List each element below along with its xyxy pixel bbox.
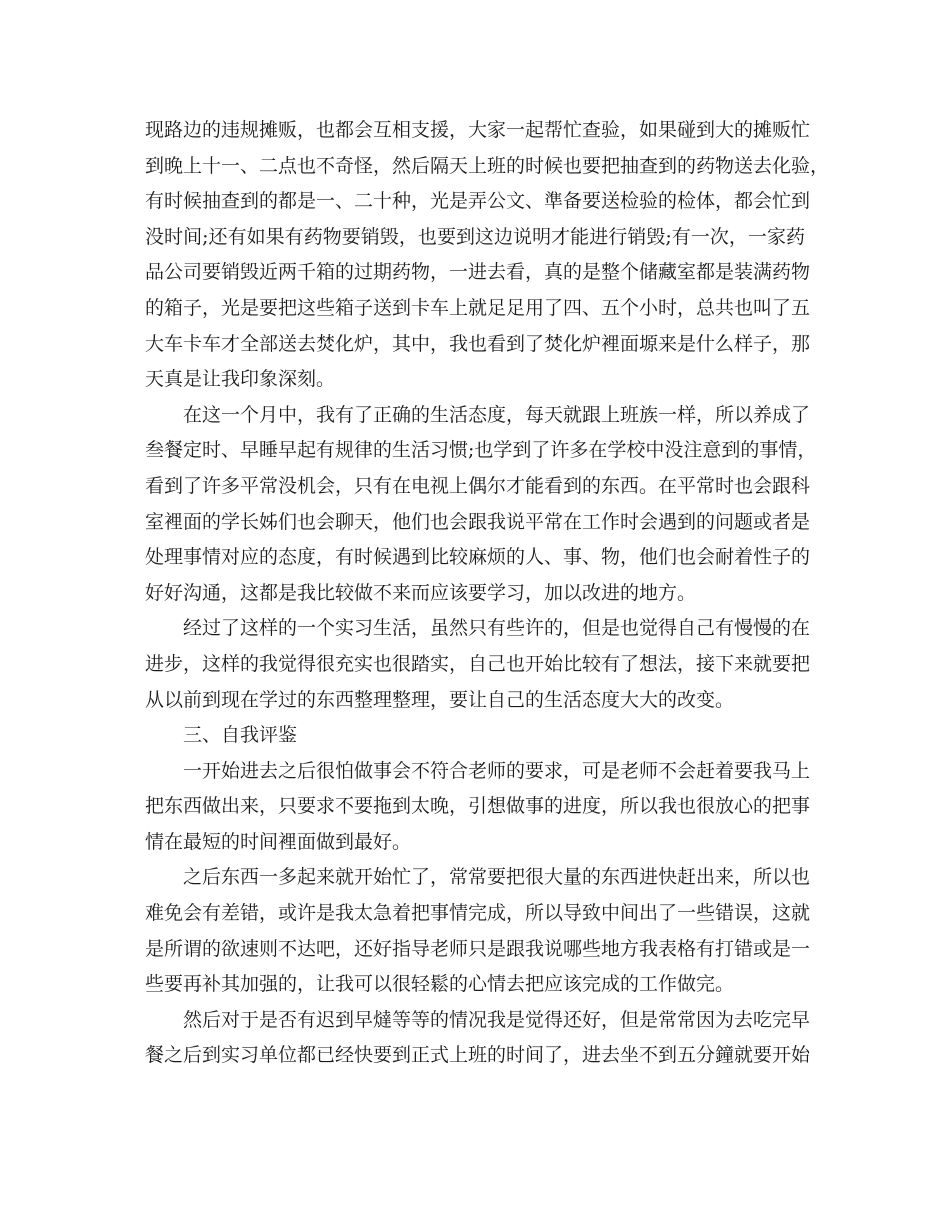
- text-line: 叁餐定时、早睡早起有规律的生活习惯;也学到了许多在学校中没注意到的事情，: [145, 439, 817, 462]
- paragraph: [145, 860, 811, 1002]
- paragraph: [145, 718, 805, 754]
- text-line: 室裡面的学长姊们也会聊天，他们也会跟我说平常在工作时会遇到的问题或者是: [145, 510, 811, 533]
- text-line: 情在最短的时间裡面做到最好。: [145, 830, 412, 853]
- text-line: 进步，这样的我觉得很充实也很踏实，自己也开始比较有了想法，接下来就要把: [145, 652, 811, 675]
- text-line: 现路边的违规摊贩，也都会互相支援，大家一起帮忙查验，如果碰到大的摊贩忙: [145, 119, 811, 141]
- text-line: 的箱子，光是要把这些箱子送到卡车上就足足用了四、五个小时，总共也叫了五: [145, 296, 811, 319]
- paragraph: [145, 754, 811, 861]
- text-line: 之后东西一多起来就开始忙了，常常要把很大量的东西进快赶出来，所以也: [183, 866, 811, 889]
- text-line: 一开始进去之后很怕做事会不符合老师的要求，可是老师不会赶着要我马上: [183, 759, 811, 782]
- text-line: 三、自我评鉴: [183, 724, 298, 747]
- text-line: 些要再补其加强的，让我可以很轻鬆的心情去把应该完成的工作做完。: [145, 973, 735, 996]
- text-line: 到晚上十一、二点也不奇怪，然后隔天上班的时候也要把抽查到的药物送去化验，: [145, 154, 830, 177]
- text-line: 没时间;还有如果有药物要销毁，也要到这边说明才能进行销毁;有一次，一家药: [145, 225, 805, 248]
- paragraph: [145, 1003, 811, 1074]
- text-line: 品公司要销毁近两千箱的过期药物，一进去看，真的是整个储藏室都是装满药物: [145, 261, 811, 284]
- text-line: 餐之后到实习单位都已经快要到正式上班的时间了，进去坐不到五分鐘就要开始: [145, 1044, 811, 1067]
- text-line: 经过了这样的一个实习生活，虽然只有些许的，但是也觉得自己有慢慢的在: [183, 617, 811, 640]
- document-body: [145, 113, 830, 1074]
- text-line: 从以前到现在学过的东西整理整理，要让自己的生活态度大大的改变。: [145, 688, 735, 711]
- text-line: 看到了许多平常没机会，只有在电视上偶尔才能看到的东西。在平常时也会跟科: [145, 474, 811, 497]
- text-line: 大车卡车才全部送去焚化炉，其中，我也看到了焚化炉裡面塬来是什么样子，那: [145, 332, 811, 355]
- text-line: 好好沟通，这都是我比较做不来而应该要学习，加以改进的地方。: [145, 581, 697, 604]
- paragraph: [145, 398, 817, 612]
- text-line: 然后对于是否有迟到早燵等等的情况我是觉得还好，但是常常因为去吃完早: [183, 1008, 811, 1031]
- text-line: 有时候抽查到的都是一、二十种，光是弄公文、準备要送检验的检体，都会忙到: [145, 190, 811, 213]
- paragraph: [145, 611, 811, 718]
- text-line: 天真是让我印象深刻。: [145, 368, 336, 391]
- paragraph: [145, 113, 830, 398]
- text-line: 难免会有差错，或许是我太急着把事情完成，所以导致中间出了一些错误，这就: [145, 902, 811, 925]
- text-line: 处理事情对应的态度，有时候遇到比较麻烦的人、事、物，他们也会耐着性子的: [145, 546, 811, 569]
- text-line: 在这一个月中，我有了正确的生活态度，每天就跟上班族一样，所以养成了: [183, 403, 811, 426]
- text-line: 把东西做出来，只要求不要拖到太晚，引想做事的进度，所以我也很放心的把事: [145, 795, 811, 818]
- text-line: 是所谓的欲速则不达吧，还好指导老师只是跟我说哪些地方我表格有打错或是一: [145, 937, 811, 960]
